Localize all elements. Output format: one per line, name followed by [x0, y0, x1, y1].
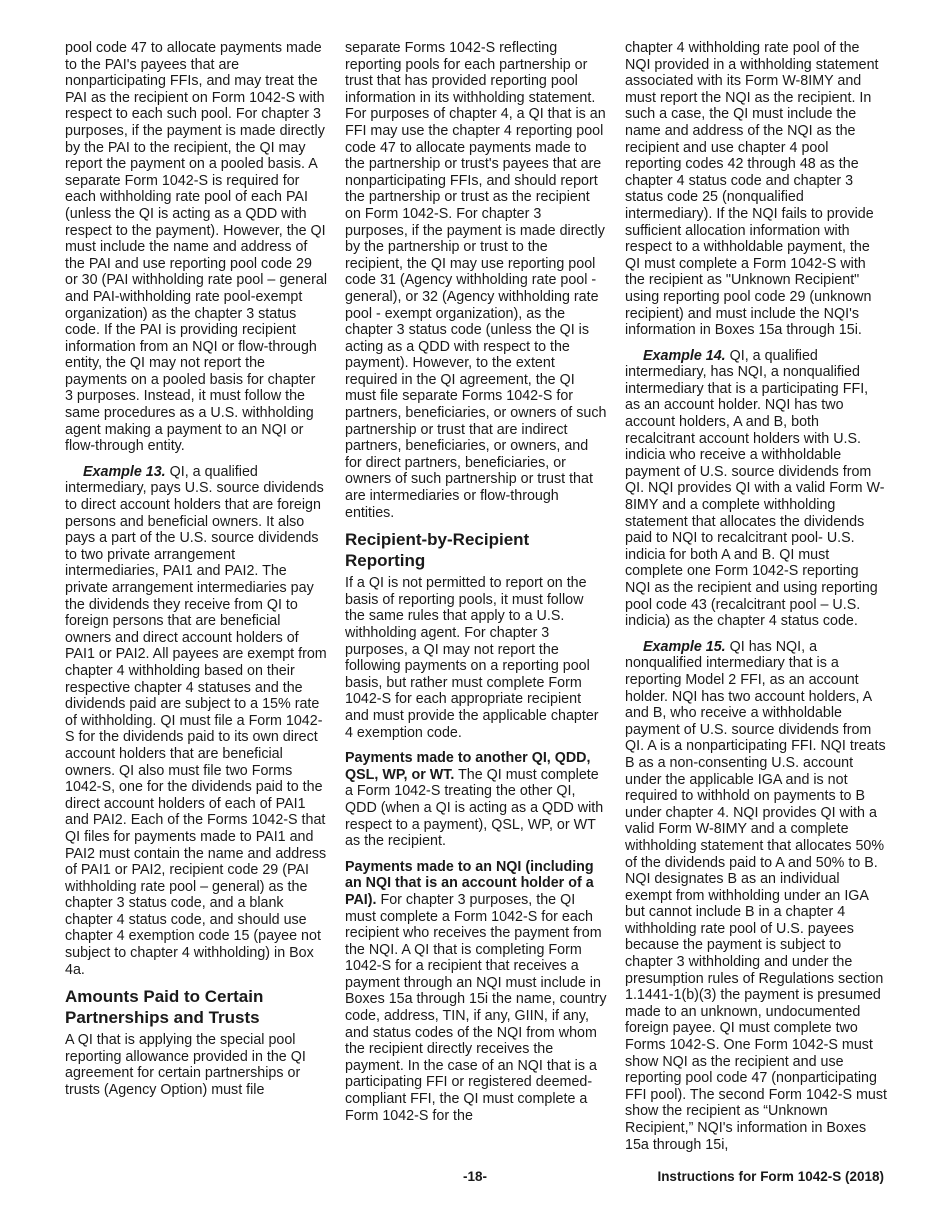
paragraph-pai-pooling: pool code 47 to allocate payments made to the PAI's payees that are nonparticipating FFIs, and may treat the PAI as the recipient on Form 1042-S with respect to each such pool. For chapter 3 purposes, if the payment is made directly by the PAI to the recipient, the QI may report the payment on a pooled basis. A separate Form 1042-S is required for each withholding rate pool of each PAI (unless the QI is acting as a QDD with respect to the payment). However, the QI must include the name and address of the PAI and use reporting pool code 29 or 30 (PAI withholding rate pool – general and PAI-withholding rate pool-exempt organization) as the chapter 3 status code. If the PAI is providing recipient information from an NQI or flow-through entity, the QI may not report the payments on a pooled basis for chapter 3 purposes. Instead, it must follow the same procedures as a U.S. withholding agent making a payment to an NQI or flow-through entity. [65, 40, 328, 455]
paragraph-agency-option: A QI that is applying the special pool reporting allowance provided in the QI agreement for certain partnerships or trusts (Agency Option) must file [65, 1032, 306, 1099]
section-heading-recipient-reporting: Recipient-by-Recipient Reporting [345, 530, 530, 570]
page-number: -18- [463, 1169, 488, 1184]
payments-nqi-label: Payments made to an NQI (including an NQI that is an account holder of a PAI). [345, 858, 594, 908]
example-15 [625, 639, 887, 1153]
column-right [625, 40, 887, 1162]
paragraph-recipient-rules: If a QI is not permitted to report on the basis of reporting pools, it must follow the same rules that apply to a U.S. withholding agent. For chapter 3 purposes, a QI may not report the following payments on a reporting pool basis, but rather must complete Form 1042-S for each appropriate recipient and must provide the applicable chapter 4 exemption code. [345, 575, 599, 741]
section-heading-partnerships-trusts: Amounts Paid to Certain Partnerships and Trusts [65, 987, 264, 1027]
paragraph-nqi-pool: chapter 4 withholding rate pool of the NQI provided in a withholding statement associated with its Form W-8IMY and must report the NQI as the recipient. In such a case, the QI must include the name and address of the NQI as the recipient and use chapter 4 pool reporting codes 42 through 48 as the chapter 4 status code and chapter 3 status code 25 (nonqualified intermediary). If the NQI fails to provide sufficient allocation information with respect to a withholdable payment, the QI must complete a Form 1042-S with the recipient as "Unknown Recipient" using reporting pool code 29 (unknown recipient) and must include the NQI's information in Boxes 15a through 15i. [625, 40, 879, 339]
example-15-text: QI has NQI, a nonqualified intermediary that is a reporting Model 2 FFI, as an account holder. NQI has two account holders, A and B, who receive a withholdable payment of U.S. source dividends from QI. A is a nonparticipating FFI. NQI treats B as a non-consenting U.S. account under the applicable IGA and is not required to withhold on payments to B under chapter 4. NQI provides QI with a valid Form W-8IMY and a complete withholding statement that allocates 50% of the dividends paid to A and 50% to B. NQI designates B as an individual exempt from withholding under an IGA but cannot include B in a chapter 4 withholding rate pool of U.S. payees because the payment is subject to chapter 3 withholding and under the presumption rules of Regulations section 1.1441-1(b)(3) the payment is presumed made to an unknown, undocumented foreign payee. QI must complete two Forms 1042-S. One Form 1042-S must show NQI as the recipient and use reporting pool code 47 (nonparticipating FFI pool). The second Form 1042-S must show the recipient as “Unknown Recipient,” NQI's information in Boxes 15a through 15i, [625, 638, 887, 1153]
example-13 [65, 464, 327, 978]
document-title-footer: Instructions for Form 1042-S (2018) [657, 1169, 884, 1184]
paragraph-partnership-pools: separate Forms 1042-S reflecting reporting pools for each partnership or trust that has provided reporting pool information in its withholding statement. For purposes of chapter 4, a QI that is an FFI may use the chapter 4 reporting pool code 47 to allocate payments made to the partnership or trust's payees that are nonparticipating FFIs, and should report the partnership or trust as the recipient on Form 1042-S. For chapter 3 purposes, if the payment is made directly by the partnership or trust to the recipient, the QI may use reporting pool code 31 (Agency withholding rate pool - general), or 32 (Agency withholding rate pool - exempt organization), as the chapter 3 status code (unless the QI is acting as a QDD with respect to the payment). However, to the extent required in the QI agreement, the QI must file separate Forms 1042-S for partners, beneficiaries, or owners of such partnership or trust that are indirect partners, beneficiaries, or owners, and for direct partners, beneficiaries, or owners of such partnership or trust that are intermediaries or flow-through entities. [345, 40, 607, 521]
example-13-label: Example 13. [83, 463, 166, 480]
column-middle [345, 40, 607, 1133]
example-14 [625, 348, 887, 630]
example-13-text: QI, a qualified intermediary, pays U.S. source dividends to direct account holders that are foreign persons and beneficial owners. It also pays a part of the U.S. source dividends to two private arrangement intermediaries, PAI1 and PAI2. The private arrangement intermediaries pay the dividends they receive from QI to foreign persons that are beneficial owners and direct account holders of PAI1 or PAI2. All payees are exempt from chapter 4 withholding based on their respective chapter 4 statuses and the dividends paid are subject to a 15% rate of withholding. QI must file a Form 1042-S for the dividends paid to its own direct account holders that are beneficial owners. QI also must file two Forms 1042-S, one for the dividends paid to the direct account holders of each of PAI1 and PAI2. Each of the Forms 1042-S that QI files for payments made to PAI1 and PAI2 must contain the name and address of PAI1 or PAI2, recipient code 29 (PAI withholding rate pool – general) as the chapter 3 status code, and a blank chapter 4 status code, and should use chapter 4 exemption code 15 (payee not subject to chapter 4 withholding) in Box 4a. [65, 463, 327, 978]
payments-nqi-text: For chapter 3 purposes, the QI must complete a Form 1042-S for each recipient who receives the payment from the NQI. A QI that is completing Form 1042-S for a recipient that receives a payment through an NQI must include in Boxes 15a through 15i the name, country code, address, TIN, if any, GIIN, if any, and status codes of the NQI from whom the recipient directly receives the payment. In the case of an NQI that is a participating FFI or registered deemed-compliant FFI, the QI must complete a Form 1042-S for the [345, 891, 607, 1124]
example-15-label: Example 15. [643, 638, 726, 655]
column-left [65, 40, 327, 1108]
paragraph-payments-other-qi [345, 750, 607, 850]
example-14-text: QI, a qualified intermediary, has NQI, a nonqualified intermediary that is a participating FFI, as an account holder. NQI has two account holders, A and B, both recalcitrant account holders with U.S. indicia who receive a withholdable payment of U.S. source dividends from QI. NQI provides QI with a valid Form W-8IMY and a complete withholding statement that allocates the dividends paid to NQI to recalcitrant pool- U.S. indicia for both A and B. QI must complete one Form 1042-S reporting NQI as the recipient and using reporting pool code 43 (recalcitrant pool – U.S. indicia) as the chapter 4 status code. [625, 347, 885, 630]
example-14-label: Example 14. [643, 347, 726, 364]
paragraph-payments-nqi [345, 859, 607, 1125]
payments-other-qi-text: The QI must complete a Form 1042-S treating the other QI, QDD (when a QI is acting as a QDD with respect to a payment), QSL, WP, or WT as the recipient. [345, 766, 604, 850]
payments-other-qi-label: Payments made to another QI, QDD, QSL, WP, or WT. [345, 750, 591, 783]
